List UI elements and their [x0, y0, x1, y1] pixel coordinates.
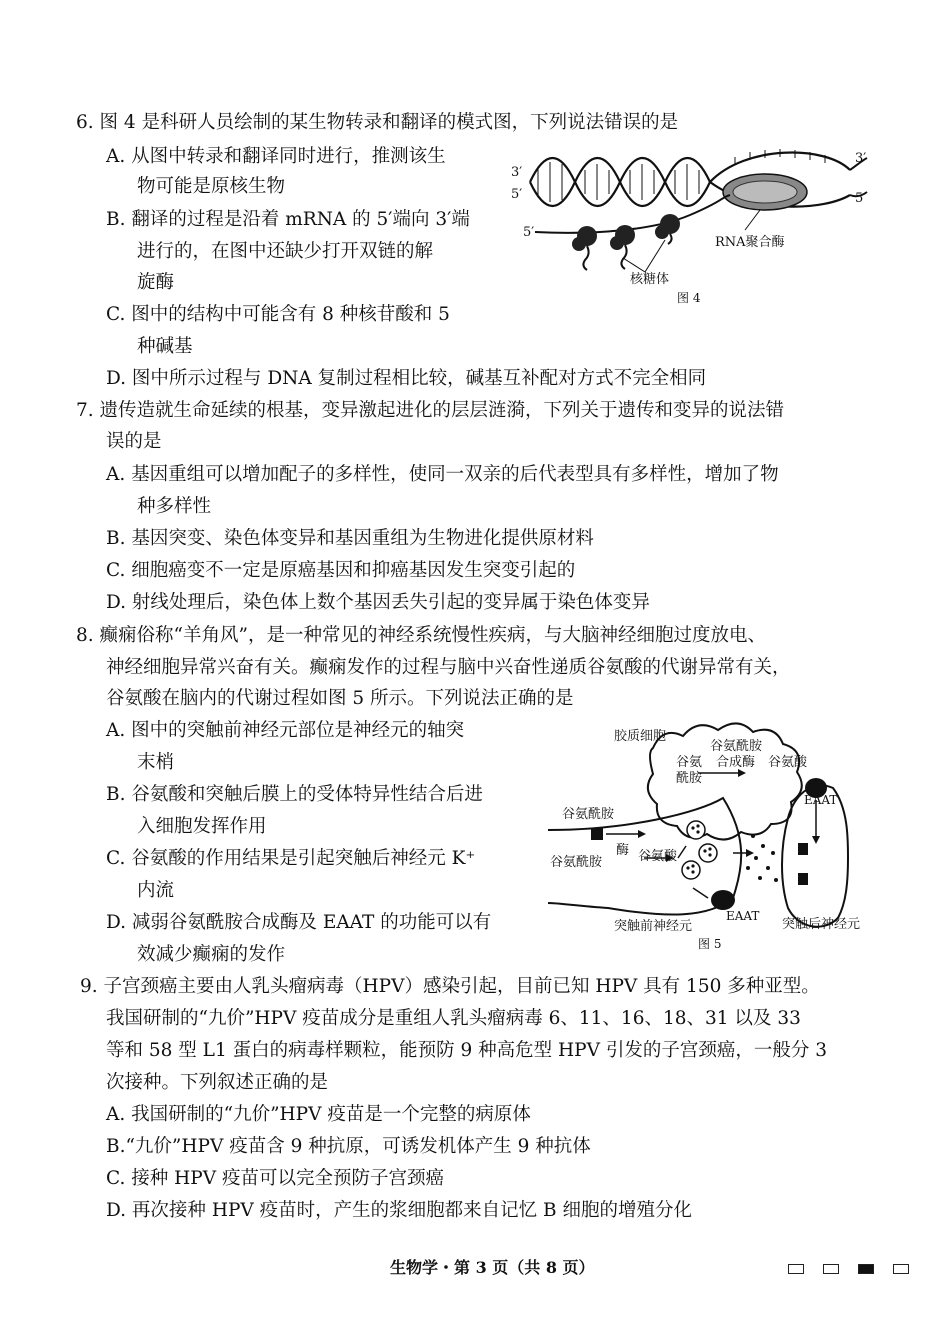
- q9-stem-cont3: 次接种。下列叙述正确的是: [106, 1072, 329, 1093]
- q6-stem: 6. 图 4 是科研人员绘制的某生物转录和翻译的模式图，下列说法错误的是: [76, 112, 679, 133]
- fig4-label-3p-right: 3′: [855, 151, 867, 166]
- q6-option-b-cont2: 旋酶: [137, 272, 175, 293]
- scan-mark-empty-2: [823, 1264, 839, 1274]
- q9-option-c: C. 接种 HPV 疫苗可以完全预防子宫颈癌: [106, 1168, 444, 1189]
- fig4-caption: 图 4: [677, 291, 701, 305]
- fig5-label-presynaptic: 突触前神经元: [614, 919, 693, 934]
- q8-option-b-cont: 入细胞发挥作用: [137, 816, 267, 837]
- q8-stem: 8. 癫痫俗称“羊角风”，是一种常见的神经系统慢性疾病，与大脑神经细胞过度放电、: [76, 625, 766, 646]
- q8-option-d-cont: 效减少癫痫的发作: [137, 944, 286, 965]
- q8-option-a-cont: 末梢: [137, 752, 175, 773]
- fig5-label-eaat-top: EAAT: [804, 793, 838, 807]
- q7-option-c: C. 细胞癌变不一定是原癌基因和抑癌基因发生突变引起的: [106, 560, 576, 581]
- q8-option-d: D. 减弱谷氨酰胺合成酶及 EAAT 的功能可以有: [106, 912, 492, 933]
- q9-option-b: B.“九价”HPV 疫苗含 9 种抗原，可诱发机体产生 9 种抗体: [106, 1136, 591, 1157]
- q8-option-c-cont: 内流: [137, 880, 175, 901]
- fig4-label-rna-polymerase: RNA聚合酶: [715, 235, 785, 250]
- q6-option-d: D. 图中所示过程与 DNA 复制过程相比较，碱基互补配对方式不完全相同: [106, 368, 707, 389]
- fig5-caption: 图 5: [698, 937, 722, 951]
- fig5-label-synthase-2: 合成酶: [716, 755, 756, 770]
- fig4-label-5p-left: 5′: [511, 187, 523, 202]
- fig5-label-glu-acid-top: 谷氨酸: [768, 755, 808, 770]
- q6-option-c: C. 图中的结构中可能含有 8 种核苷酸和 5: [106, 304, 450, 325]
- scan-mark-empty-1: [788, 1264, 804, 1274]
- q8-option-b: B. 谷氨酸和突触后膜上的受体特异性结合后进: [106, 784, 483, 805]
- q8-option-a: A. 图中的突触前神经元部位是神经元的轴突: [106, 720, 465, 741]
- q7-option-a-cont: 种多样性: [137, 496, 212, 517]
- figure-4-transcription-translation: [505, 140, 875, 310]
- fig4-label-3p-left: 3′: [511, 165, 523, 180]
- q8-option-c: C. 谷氨酸的作用结果是引起突触后神经元 K⁺: [106, 848, 476, 869]
- scan-mark-filled: [858, 1264, 874, 1274]
- q6-option-c-cont: 种碱基: [137, 336, 193, 357]
- figure-5-glutamate-metabolism: [548, 718, 878, 956]
- q6-option-a: A. 从图中转录和翻译同时进行，推测该生: [106, 146, 446, 167]
- fig5-label-glial: 胶质细胞: [614, 729, 667, 744]
- q9-stem-cont2: 等和 58 型 L1 蛋白的病毒样颗粒，能预防 9 种高危型 HPV 引发的子宫颈癌，一般分 3: [106, 1040, 828, 1061]
- q9-option-a: A. 我国研制的“九价”HPV 疫苗是一个完整的病原体: [106, 1104, 531, 1125]
- fig5-label-glutamine-left: 谷氨酰胺: [562, 807, 615, 822]
- q6-option-a-cont: 物可能是原核生物: [137, 176, 286, 197]
- q9-option-d: D. 再次接种 HPV 疫苗时，产生的浆细胞都来自记忆 B 细胞的增殖分化: [106, 1200, 692, 1221]
- fig5-label-glutamine-inner: 谷氨酰胺: [550, 855, 603, 870]
- fig5-label-enzyme: 酶: [616, 843, 630, 858]
- q7-option-a: A. 基因重组可以增加配子的多样性，使同一双亲的后代表型具有多样性，增加了物: [106, 464, 779, 485]
- q8-stem-cont2: 谷氨酸在脑内的代谢过程如图 5 所示。下列说法正确的是: [106, 688, 574, 709]
- fig5-label-glutamine-top-2: 酰胺: [676, 771, 703, 786]
- fig4-label-5p-mrna: 5′: [523, 225, 535, 240]
- fig5-label-eaat-bottom: EAAT: [726, 909, 760, 923]
- q8-stem-cont: 神经细胞异常兴奋有关。癫痫发作的过程与脑中兴奋性递质谷氨酸的代谢异常有关，: [106, 657, 791, 678]
- fig4-label-5p-right: 5′: [855, 191, 867, 206]
- q9-stem: 9. 子宫颈癌主要由人乳头瘤病毒（HPV）感染引起，目前已知 HPV 具有 150 多种亚型。: [80, 976, 820, 997]
- q6-option-b: B. 翻译的过程是沿着 mRNA 的 5′端向 3′端: [106, 209, 470, 230]
- q7-option-d: D. 射线处理后，染色体上数个基因丢失引起的变异属于染色体变异: [106, 592, 650, 613]
- q9-stem-cont: 我国研制的“九价”HPV 疫苗成分是重组人乳头瘤病毒 6、11、16、18、31 以及 33: [106, 1008, 801, 1029]
- page-footer: 生物学・第 3 页（共 8 页）: [390, 1258, 595, 1277]
- fig5-label-glutamine-top-1: 谷氨: [676, 755, 703, 770]
- q6-option-b-cont: 进行的，在图中还缺少打开双链的解: [137, 241, 434, 262]
- fig5-label-glu-acid-mid: 谷氨酸: [638, 849, 678, 864]
- q7-option-b: B. 基因突变、染色体变异和基因重组为生物进化提供原材料: [106, 528, 594, 549]
- scan-marks: [788, 1258, 923, 1277]
- fig5-label-synthase-1: 谷氨酰胺: [710, 739, 763, 754]
- q7-stem-cont: 误的是: [106, 431, 162, 452]
- q7-stem: 7. 遗传造就生命延续的根基，变异激起进化的层层涟漪，下列关于遗传和变异的说法错: [76, 400, 785, 421]
- fig4-label-ribosome: 核糖体: [630, 272, 670, 287]
- fig5-label-postsynaptic: 突触后神经元: [782, 917, 861, 932]
- scan-mark-empty-3: [893, 1264, 909, 1274]
